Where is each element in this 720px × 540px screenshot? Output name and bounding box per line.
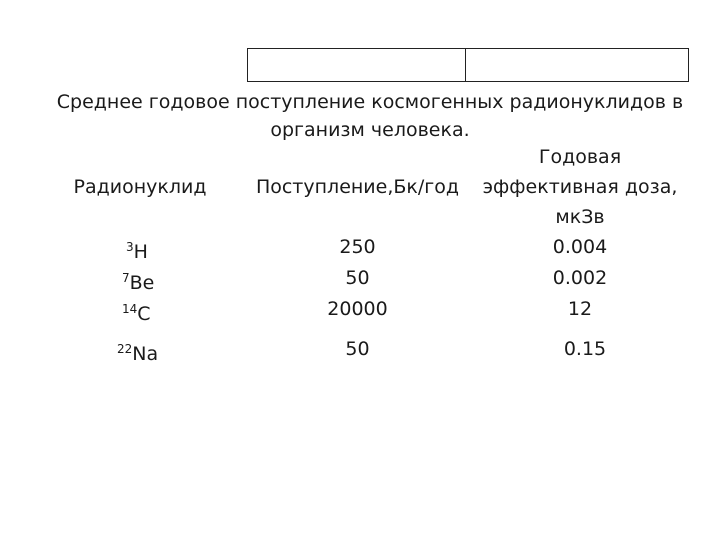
title-line-1: Среднее годовое поступление космогенных радионуклидов в bbox=[56, 91, 684, 113]
table-row-nuclide bbox=[122, 263, 154, 298]
mass-number: 22 bbox=[117, 342, 133, 356]
table-row-nuclide bbox=[122, 294, 151, 329]
table-row-dose: 0.15 bbox=[563, 338, 607, 360]
header-nuclide: Радионуклид bbox=[73, 176, 207, 198]
table-row-dose: 0.002 bbox=[552, 267, 608, 289]
mass-number: 14 bbox=[122, 302, 138, 316]
table-row-dose: 12 bbox=[567, 298, 593, 320]
element-symbol: Na bbox=[132, 343, 159, 365]
header-dose-line-3: мкЗв bbox=[555, 206, 605, 228]
empty-header-box bbox=[247, 48, 689, 82]
table-row-intake: 50 bbox=[345, 267, 370, 289]
table-row-nuclide bbox=[126, 232, 148, 267]
table-title bbox=[30, 88, 710, 144]
table-row-dose: 0.004 bbox=[552, 236, 608, 258]
header-box-divider bbox=[465, 49, 466, 81]
table-row-intake: 20000 bbox=[327, 298, 388, 320]
header-intake: Поступление,Бк/год bbox=[255, 176, 460, 198]
title-line-2: организм человека. bbox=[270, 119, 470, 141]
element-symbol: H bbox=[133, 241, 148, 263]
element-symbol: Be bbox=[129, 272, 155, 294]
table-row-intake: 50 bbox=[345, 338, 370, 360]
table-row-nuclide bbox=[117, 334, 158, 369]
element-symbol: C bbox=[137, 303, 151, 325]
header-dose-line-1: Годовая bbox=[538, 146, 622, 168]
mass-number: 3 bbox=[126, 240, 134, 254]
header-dose-line-2: эффективная доза, bbox=[482, 176, 678, 198]
table-row-intake: 250 bbox=[339, 236, 376, 258]
mass-number: 7 bbox=[122, 271, 130, 285]
